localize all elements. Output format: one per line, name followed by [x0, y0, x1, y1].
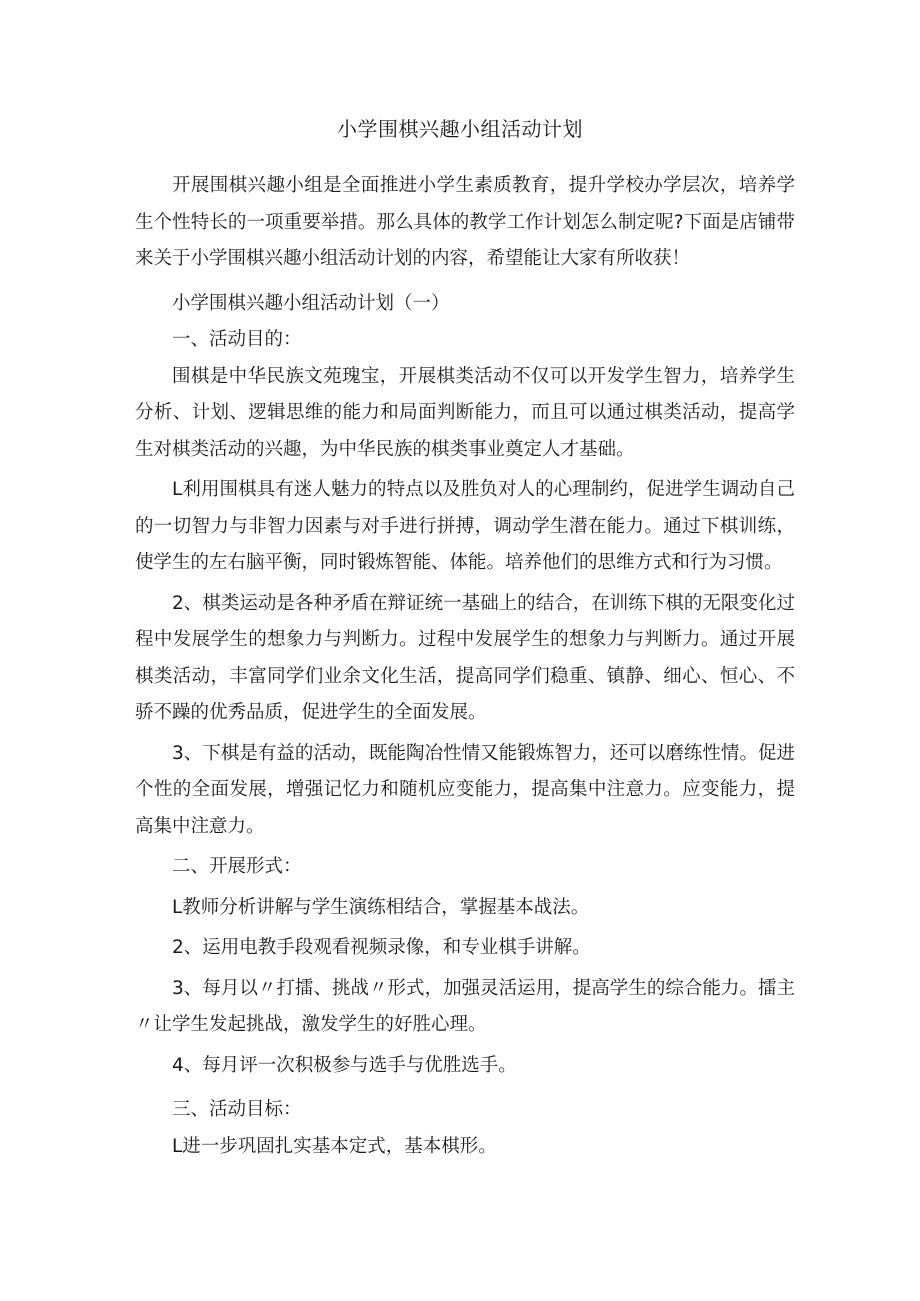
format-item-4: 4、每月评一次积极参与选手与优胜选手。 [172, 1054, 517, 1076]
purpose-item-1: L利用围棋具有迷人魅力的特点以及胜负对人的心理制约，促进学生调动自己的一切智力与非智力因素与对手进行拼搏，调动学生潜在能力。通过下棋训练，使学生的左右脑平衡，同时锻炼智能、体能。培养他们的思维方式和行为习惯。 [135, 479, 795, 573]
document-title: 小学围棋兴趣小组活动计划 [337, 117, 583, 141]
goal-item-1: L进一步巩固扎实基本定式，基本棋形。 [172, 1135, 497, 1157]
section-heading-format: 二、开展形式： [172, 856, 302, 877]
document-body [135, 168, 795, 1165]
format-item-1: L教师分析讲解与学生演练相结合，掌握基本战法。 [172, 896, 590, 918]
section-heading-goals: 三、活动目标： [172, 1099, 302, 1120]
purpose-paragraph: 围棋是中华民族文苑瑰宝，开展棋类活动不仅可以开发学生智力，培养学生分析、计划、逻辑思维的能力和局面判断能力，而且可以通过棋类活动，提高学生对棋类活动的兴趣，为中华民族的棋类事业奠定人才基础。 [135, 365, 795, 460]
plan-heading: 小学围棋兴趣小组活动计划（一） [172, 292, 450, 314]
format-item-2: 2、运用电教手段观看视频录像，和专业棋手讲解。 [172, 937, 591, 958]
purpose-item-3: 3、下棋是有益的活动，既能陶冶性情又能锻炼智力，还可以磨练性情。促进个性的全面发展，增强记忆力和随机应变能力，提高集中注意力。应变能力，提高集中注意力。 [135, 742, 795, 837]
format-item-3: 3、每月以〃打擂、挑战〃形式，加强灵活运用，提高学生的综合能力。擂主〃让学生发起挑战，激发学生的好胜心理。 [135, 977, 795, 1035]
intro-paragraph: 开展围棋兴趣小组是全面推进小学生素质教育，提升学校办学层次，培养学生个性特长的一项重要举措。那么具体的教学工作计划怎么制定呢?下面是店铺带来关于小学围棋兴趣小组活动计划的内容，希望能让大家有所收获！ [135, 175, 795, 269]
purpose-item-2: 2、棋类运动是各种矛盾在辩证统一基础上的结合，在训练下棋的无限变化过程中发展学生的想象力与判断力。过程中发展学生的想象力与判断力。通过开展棋类活动，丰富同学们业余文化生活，提高同学们稳重、镇静、细心、恒心、不骄不躁的优秀品质，促进学生的全面发展。 [135, 592, 795, 723]
section-heading-purpose: 一、活动目的： [172, 329, 302, 350]
